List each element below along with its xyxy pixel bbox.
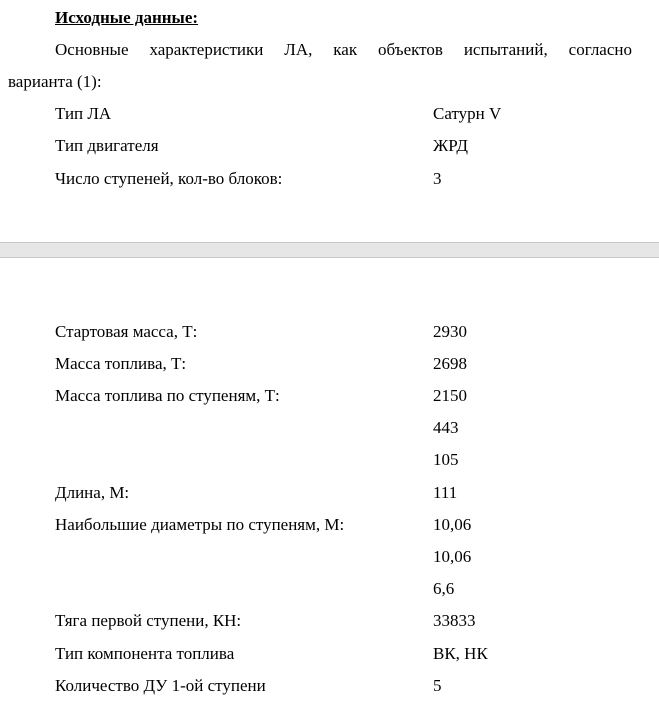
fuel-mass-stage-2-value: 443 (433, 418, 459, 437)
launch-mass-label: Стартовая масса, Т: (55, 322, 198, 341)
fuel-mass-stage-3-value: 105 (433, 450, 459, 469)
first-stage-engine-count-label: Количество ДУ 1-ой ступени (55, 676, 266, 695)
engine-type-label: Тип двигателя (55, 136, 159, 155)
fuel-mass-stage-1-value: 2150 (433, 386, 467, 405)
propellant-type-label: Тип компонента топлива (55, 644, 235, 663)
propellant-type-value: ВК, НК (433, 644, 488, 663)
fuel-mass-label: Масса топлива, Т: (55, 354, 187, 373)
intro-paragraph-line-2: варианта (1): (8, 72, 102, 91)
diameter-stage-2-value: 10,06 (433, 547, 472, 566)
la-type-label: Тип ЛА (55, 104, 112, 123)
launch-mass-value: 2930 (433, 322, 467, 341)
fuel-mass-by-stage-label: Масса топлива по ступеням, Т: (55, 386, 280, 405)
diameter-stage-1-value: 10,06 (433, 515, 472, 534)
max-diameters-label: Наибольшие диаметры по ступеням, М: (55, 515, 345, 534)
intro-paragraph-line-1: Основные характеристики ЛА, как объектов испытаний, согласно (55, 40, 632, 59)
stage-count-label: Число ступеней, кол-во блоков: (55, 169, 283, 188)
first-stage-engine-count-value: 5 (433, 676, 442, 695)
page-break-gap (0, 242, 659, 258)
first-stage-thrust-value: 33833 (433, 611, 476, 630)
length-label: Длина, М: (55, 483, 130, 502)
first-stage-thrust-label: Тяга первой ступени, КН: (55, 611, 242, 630)
engine-type-value: ЖРД (433, 136, 469, 155)
la-type-value: Сатурн V (433, 104, 502, 123)
length-value: 111 (433, 483, 458, 502)
section-heading: Исходные данные: (55, 8, 199, 27)
fuel-mass-value: 2698 (433, 354, 467, 373)
stage-count-value: 3 (433, 169, 442, 188)
diameter-stage-3-value: 6,6 (433, 579, 455, 598)
